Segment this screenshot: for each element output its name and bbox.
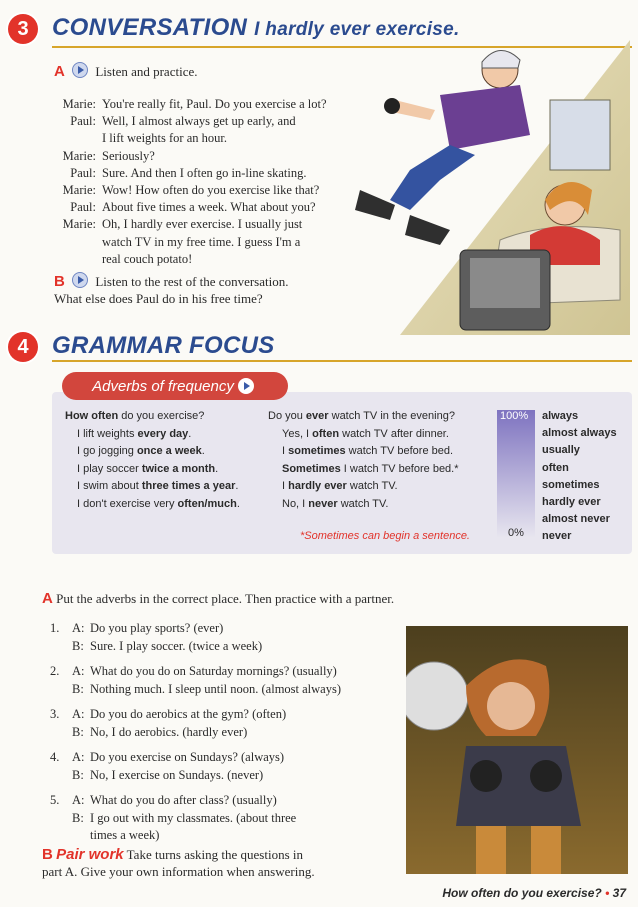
exercise-question [50, 706, 400, 724]
answer-text: times a week) [90, 828, 160, 842]
dialogue-speaker: Paul: [70, 200, 96, 215]
grammar-text: sometimes [288, 445, 346, 457]
part-a-listen [54, 62, 198, 80]
grammar-text: watch TV in the evening? [328, 410, 455, 422]
grammar-example [65, 478, 265, 496]
grammar-text: . [215, 462, 219, 475]
skate-left [355, 190, 395, 220]
pair-work-line1: Take turns asking the questions in [126, 847, 304, 862]
dialogue-text: About five times a week. What about you? [102, 200, 316, 215]
grammar-example [65, 443, 265, 461]
question-text: What do you do on Saturday mornings? (usually) [90, 664, 337, 678]
exercise-answer [50, 681, 400, 699]
frequency-adverb: often [542, 461, 569, 474]
frequency-adverb: always [542, 410, 579, 422]
frequency-adverb: never [542, 530, 572, 543]
conversation-subtitle: I hardly ever exercise. [254, 19, 460, 40]
dialogue-speaker: Marie: [62, 217, 96, 232]
grammar-text: twice a month [141, 462, 216, 475]
speaker-b: B: [72, 724, 84, 739]
grammar-text: . [236, 497, 240, 510]
speaker-a: A: [72, 707, 85, 721]
pair-work-label: Pair work [56, 846, 124, 863]
grammar-text: hardly ever [288, 480, 347, 492]
dialogue-text: You're really fit, Paul. Do you exercise a lot? [102, 97, 327, 111]
grammar-text: once a week [136, 445, 202, 457]
speaker-a: A: [72, 621, 85, 635]
grammar-text: I [282, 480, 289, 492]
grammar-text: do you exercise? [118, 410, 205, 422]
grammar-example [65, 496, 265, 514]
grammar-example [268, 461, 488, 479]
pair-work-line2: part A. Give your own information when answering. [42, 864, 315, 879]
grammar-text: often/much [177, 497, 237, 510]
dialogue-speaker [40, 130, 102, 147]
exercise-a-letter: A [42, 590, 53, 607]
grammar-text: Yes, I [282, 427, 313, 440]
grammar-example [65, 461, 265, 479]
grammar-text: I lift weights [77, 427, 138, 440]
skater-helmet [482, 50, 520, 68]
section-4-number: 4 [8, 332, 38, 362]
answer-text: No, I exercise on Sundays. (never) [90, 767, 264, 782]
frequency-scale-bar [497, 410, 535, 538]
answer-text: No, I do aerobics. (hardly ever) [90, 724, 248, 739]
exercise-number: 1. [50, 621, 60, 635]
speaker-b: B: [72, 810, 84, 825]
page-number: 37 [612, 886, 626, 900]
player-face [487, 682, 535, 730]
dialogue-text: Well, I almost always get up early, and [102, 114, 296, 129]
dialogue-speaker: Paul: [70, 114, 96, 129]
speaker-b [72, 827, 90, 845]
grammar-text: . [201, 445, 205, 457]
exercise-a-text: Put the adverbs in the correct place. Then practice with a partner. [56, 591, 395, 606]
grammar-text: I go jogging [77, 445, 137, 457]
frequency-adverb: hardly ever [542, 496, 601, 509]
grammar-example [268, 443, 488, 461]
percent-0-label: 0% [508, 527, 524, 539]
frequency-adverb: almost always [542, 427, 617, 440]
exercise-list [50, 620, 400, 853]
speaker-a: A: [72, 664, 85, 678]
footer-title: How often do you exercise? [442, 886, 602, 900]
dialogue-speaker: Marie: [62, 97, 96, 111]
dialogue-speaker: Paul: [70, 165, 96, 180]
frequency-adverb: usually [542, 444, 580, 457]
exercise-answer [50, 767, 400, 785]
section-3-number: 3 [8, 14, 38, 44]
exercise-item [50, 792, 400, 845]
exercise-answer [50, 724, 400, 742]
dialogue-text: Seriously? [102, 148, 155, 163]
speaker-b: B: [72, 638, 84, 653]
answer-text: I go out with my classmates. (about three [90, 810, 297, 825]
section-4-rule [52, 360, 632, 362]
player-leg-right [531, 826, 561, 874]
answer-text: Nothing much. I sleep until noon. (almost always) [90, 681, 342, 696]
skater-shirt [440, 85, 530, 150]
dialogue-speaker: Marie: [62, 148, 96, 163]
grammar-text: I don't exercise very [77, 497, 178, 510]
footer-bullet-icon: • [605, 886, 610, 900]
exercise-number: 2. [50, 664, 60, 678]
grammar-text: How often [65, 410, 119, 422]
pair-work-letter: B [42, 846, 53, 863]
frequency-adverb: sometimes [542, 478, 600, 491]
dialogue-text: I lift weights for an hour. [102, 131, 227, 146]
grammar-column-2 [268, 408, 488, 513]
goalkeeper-glove-right [530, 760, 562, 792]
dialogue-text: real couch potato! [102, 251, 193, 266]
box-title-text: Adverbs of frequency [92, 377, 234, 395]
exercise-answer [50, 827, 400, 845]
question-text: What do you do after class? (usually) [90, 793, 277, 807]
dialogue-speaker [40, 234, 102, 251]
grammar-text: I swim about [77, 480, 142, 492]
audio-play-icon[interactable] [72, 62, 88, 78]
frequency-adverb-list [542, 408, 617, 546]
grammar-text: watch TV. [337, 497, 389, 510]
grammar-text: . [188, 427, 192, 440]
audio-play-icon[interactable] [72, 272, 88, 288]
exercise-number: 4. [50, 750, 60, 764]
conversation-illustration [300, 40, 630, 335]
part-b-line2: What else does Paul do in his free time? [54, 291, 263, 306]
dialogue-speaker [40, 251, 102, 268]
section-3-title [52, 14, 460, 42]
grammar-focus-heading: GRAMMAR FOCUS [52, 332, 275, 359]
exercise-number: 3. [50, 707, 60, 721]
grammar-text: never [308, 497, 338, 510]
grammar-text: every day [137, 427, 189, 440]
grammar-footnote: *Sometimes can begin a sentence. [300, 530, 470, 542]
grammar-text: often [312, 427, 340, 440]
grammar-example [268, 496, 488, 514]
exercise-answer [50, 638, 400, 656]
dialogue-text: Oh, I hardly ever exercise. I usually just [102, 217, 303, 232]
grammar-example [268, 426, 488, 444]
dialogue-speaker: Marie: [62, 183, 96, 198]
window [550, 100, 610, 170]
part-a-letter: A [54, 63, 65, 80]
exercise-item [50, 749, 400, 784]
part-a-instruction: Listen and practice. [95, 64, 198, 79]
exercise-a-instruction [42, 590, 394, 607]
exercise-item [50, 706, 400, 741]
speaker-a: A: [72, 750, 85, 764]
grammar-column-1 [65, 408, 265, 513]
grammar-text: No, I [282, 497, 309, 510]
question-text: Do you exercise on Sundays? (always) [90, 750, 285, 764]
exercise-number: 5. [50, 793, 60, 807]
page-footer [442, 886, 626, 900]
grammar-text: . [235, 480, 239, 492]
grammar-text: watch TV after dinner. [339, 427, 449, 440]
part-b-letter: B [54, 273, 65, 290]
question-text: Do you play sports? (ever) [90, 621, 224, 635]
soccer-ball [406, 662, 468, 730]
dialogue-text: Sure. And then I often go in-line skating. [102, 165, 307, 180]
grammar-example [65, 426, 265, 444]
grammar-text: three times a year [141, 480, 236, 492]
grammar-text: I play soccer [77, 462, 142, 475]
grammar-text: Do you [268, 410, 306, 422]
grammar-text: I [282, 445, 289, 457]
percent-100-label: 100% [500, 410, 529, 422]
part-b-line1: Listen to the rest of the conversation. [95, 274, 289, 289]
television-screen [470, 258, 540, 308]
grammar-example [268, 478, 488, 496]
grammar-text: I watch TV before bed.* [340, 462, 459, 475]
adverbs-of-frequency-title [62, 372, 288, 400]
speaker-b: B: [72, 767, 84, 782]
skater-legs [390, 145, 475, 210]
skater-glove [384, 98, 400, 114]
pair-work-instruction [42, 846, 315, 880]
exercise-question [50, 749, 400, 767]
exercise-item [50, 620, 400, 655]
grammar-example [268, 408, 488, 426]
grammar-text: ever [305, 410, 329, 422]
goalkeeper-glove-left [470, 760, 502, 792]
conversation-heading: CONVERSATION [52, 14, 248, 41]
exercise-question [50, 663, 400, 681]
exercise-answer [50, 810, 400, 828]
grammar-text: Sometimes [282, 462, 341, 475]
skate-right [405, 215, 450, 245]
grammar-text: watch TV before bed. [345, 445, 454, 457]
dialogue-text: Wow! How often do you exercise like that? [102, 183, 320, 198]
question-text: Do you do aerobics at the gym? (often) [90, 707, 287, 721]
player-leg-left [476, 826, 506, 874]
part-b-listen [54, 272, 288, 307]
answer-text: Sure. I play soccer. (twice a week) [90, 638, 263, 653]
grammar-text: watch TV. [346, 480, 398, 492]
exercise-question [50, 620, 400, 638]
dialogue-text: watch TV in my free time. I guess I'm a [102, 234, 301, 249]
frequency-adverb: almost never [542, 513, 610, 526]
exercise-question [50, 792, 400, 810]
exercise-item [50, 663, 400, 698]
speaker-a: A: [72, 793, 85, 807]
grammar-example [65, 408, 265, 426]
audio-play-icon[interactable] [238, 378, 254, 394]
goalkeeper-photo [406, 626, 628, 874]
speaker-b: B: [72, 681, 84, 696]
